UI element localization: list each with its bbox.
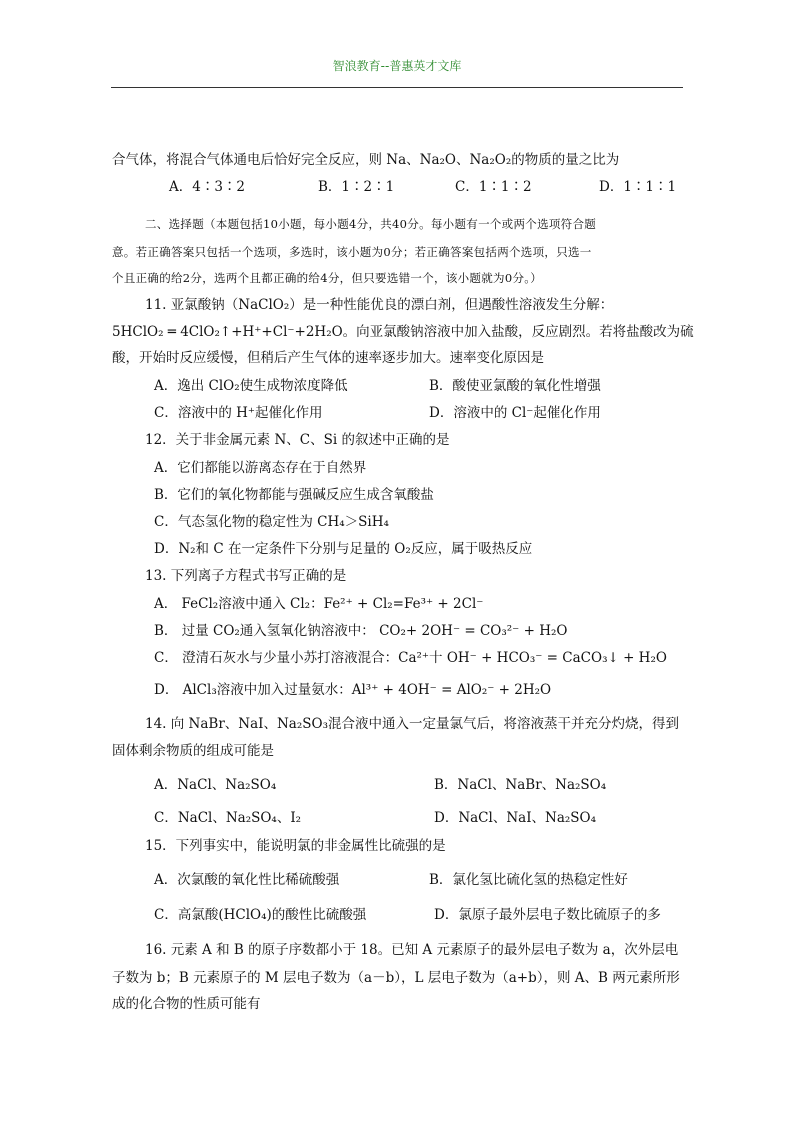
q16-stem-3: 成的化合物的性质可能有: [112, 996, 261, 1012]
q15-option-c: C．高氯酸(HClO₄)的酸性比硫酸强: [154, 907, 367, 923]
section2-instructions-3: 个且正确的给2分，选两个且都正确的给4分，但只要选错一个，该小题就为0分。）: [112, 271, 543, 285]
intro-option-c: C．1∶1∶2: [455, 179, 532, 195]
q13-stem: 13. 下列离子方程式书写正确的是: [145, 568, 347, 584]
q15-option-a: A．次氯酸的氧化性比稀硫酸强: [154, 872, 340, 888]
q11-stem-3: 酸，开始时反应缓慢，但稍后产生气体的速率逐步加大。速率变化原因是: [112, 350, 544, 366]
q14-stem-1: 14. 向 NaBr、NaI、Na₂SO₃混合液中通入一定量氯气后，将溶液蒸干并充分灼烧，得到: [145, 716, 679, 732]
q14-option-d: D．NaCl、NaI、Na₂SO₄: [434, 810, 597, 826]
q11-option-b: B．酸使亚氯酸的氧化性增强: [429, 378, 601, 394]
section2-instructions-2: 意。若正确答案只包括一个选项，多选时，该小题为0分；若正确答案包括两个选项，只选一: [112, 245, 592, 259]
q16-stem-1: 16. 元素 A 和 B 的原子序数都小于 18。已知 A 元素原子的最外层电子数为 a，次外层电: [145, 942, 679, 958]
q14-option-c: C．NaCl、Na₂SO₄、I₂: [154, 810, 302, 826]
q11-option-c: C．溶液中的 H⁺起催化作用: [154, 405, 323, 421]
q12-stem: 12．关于非金属元素 N、C、Si 的叙述中正确的是: [145, 432, 450, 448]
section2-instructions-1: 二、选择题（本题包括10小题，每小题4分，共40分。每小题有一个或两个选项符合题: [145, 217, 597, 231]
q15-option-b: B．氯化氢比硫化氢的热稳定性好: [429, 872, 628, 888]
q13-option-b: B． 过量 CO₂通入氢氧化钠溶液中： CO₂+ 2OH⁻ = CO₃²⁻ + H₂O: [154, 623, 568, 639]
q12-option-b: B．它们的氧化物都能与强碱反应生成含氧酸盐: [154, 487, 434, 503]
q11-stem-2: 5HClO₂ ═ 4ClO₂↑+H⁺+Cl⁻+2H₂O。向亚氯酸钠溶液中加入盐酸，反应剧烈。若将盐酸改为硫: [112, 324, 694, 340]
q14-option-b: B．NaCl、NaBr、Na₂SO₄: [434, 777, 607, 793]
q13-option-d: D． AlCl₃溶液中加入过量氨水：Al³⁺ + 4OH⁻ = AlO₂⁻ + 2H₂O: [154, 682, 552, 698]
q15-option-d: D．氯原子最外层电子数比硫原子的多: [434, 907, 661, 923]
intro-option-d: D．1∶1∶1: [599, 179, 677, 195]
q14-stem-2: 固体剩余物质的组成可能是: [112, 743, 274, 759]
q15-stem: 15．下列事实中，能说明氯的非金属性比硫强的是: [145, 838, 446, 854]
q14-option-a: A．NaCl、Na₂SO₄: [154, 777, 277, 793]
intro-line: 合气体，将混合气体通电后恰好完全反应，则 Na、Na₂O、Na₂O₂的物质的量之比为: [112, 152, 620, 168]
intro-option-b: B．1∶2∶1: [318, 179, 395, 195]
q12-option-a: A．它们都能以游离态存在于自然界: [154, 460, 367, 476]
q12-option-d: D．N₂和 C 在一定条件下分别与足量的 O₂反应，属于吸热反应: [154, 541, 533, 557]
q13-option-c: C． 澄清石灰水与少量小苏打溶液混合：Ca²⁺十 OH⁻ + HCO₃⁻ = CaCO₃↓ + H₂O: [154, 650, 667, 666]
intro-option-a: A．4∶3∶2: [169, 179, 246, 195]
page-header: 智浪教育--普惠英才文库: [332, 59, 462, 73]
q13-option-a: A． FeCl₂溶液中通入 Cl₂：Fe²⁺ + Cl₂=Fe³⁺ + 2Cl⁻: [154, 596, 484, 612]
q11-stem-1: 11. 亚氯酸钠（NaClO₂）是一种性能优良的漂白剂，但遇酸性溶液发生分解：: [145, 297, 614, 313]
q11-option-d: D．溶液中的 Cl⁻起催化作用: [429, 405, 601, 421]
q12-option-c: C．气态氢化物的稳定性为 CH₄＞SiH₄: [154, 514, 389, 530]
q16-stem-2: 子数为 b；B 元素原子的 M 层电子数为（a－b），L 层电子数为（a+b），则 A、B 两元素所形: [112, 970, 680, 986]
header-divider: [111, 87, 683, 88]
q11-option-a: A．逸出 ClO₂使生成物浓度降低: [154, 378, 348, 394]
